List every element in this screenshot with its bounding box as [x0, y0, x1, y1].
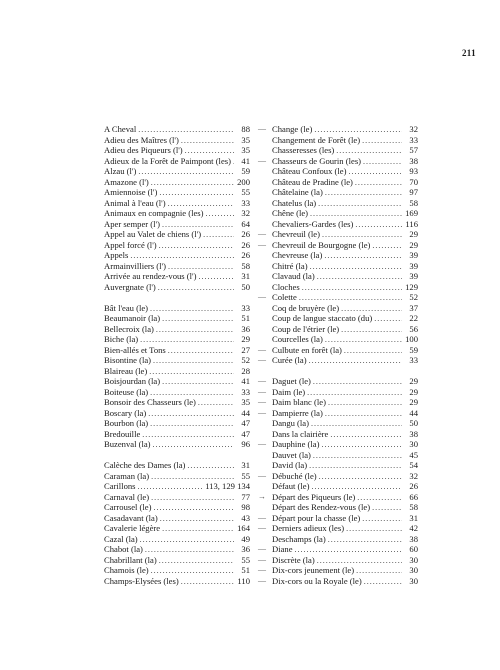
index-entry: [264, 418, 418, 429]
entry-page-number: 29: [409, 229, 418, 239]
index-entry: [104, 397, 250, 408]
entry-title: Carrousel (le): [104, 502, 152, 512]
index-entry: [104, 355, 250, 366]
entry-title: Boisjourdan (la): [104, 376, 161, 386]
index-entry: [104, 240, 250, 251]
index-entry: [104, 187, 250, 198]
entry-page-number: 98: [241, 502, 250, 512]
entry-title: Alzau (l'): [104, 166, 137, 176]
entry-page-number: 200: [237, 176, 250, 187]
index-entry: [104, 502, 250, 513]
entry-title: Bourbon (la): [104, 418, 149, 428]
entry-page-number: 28: [241, 365, 250, 376]
entry-title: Dauvet (la): [272, 449, 311, 460]
entry-page-number: 31: [241, 271, 250, 281]
entry-page-number: 44: [241, 407, 250, 418]
index-entry: [264, 219, 418, 230]
margin-mark: —: [258, 355, 266, 364]
entry-title: Calèche des Dames (la): [104, 460, 186, 470]
entry-title: Diane: [272, 544, 293, 554]
entry-title: A Cheval: [104, 124, 137, 134]
index-entry: [258, 512, 418, 524]
entry-title: Départ pour la chasse (le): [272, 512, 361, 523]
entry-page-number: 60: [409, 544, 418, 554]
entry-page-number: 88: [241, 124, 250, 134]
entry-title: Courcelles (la): [272, 334, 323, 344]
entry-title: Bien-allés et Tons: [104, 344, 166, 355]
index-entry: [104, 177, 250, 188]
index-entry: [104, 376, 250, 387]
entry-title: Arrivée au rendez-vous (l'): [104, 271, 197, 281]
page-number: 211: [462, 48, 476, 58]
entry-title: Dix-cors ou la Royale (le): [272, 575, 362, 586]
index-entry: [258, 229, 418, 240]
entry-page-number: 113, 129 134: [205, 481, 250, 491]
entry-title: Biche (la): [104, 334, 139, 344]
entry-title: Champs-Elysées (les): [104, 575, 179, 586]
index-entry: [104, 513, 250, 524]
margin-mark: —: [258, 124, 266, 133]
entry-title: Carnaval (le): [104, 491, 150, 502]
margin-mark: —: [258, 565, 266, 574]
entry-page-number: 30: [409, 565, 418, 575]
entry-title: Chêne (le): [272, 208, 309, 218]
entry-page-number: 41: [241, 155, 250, 166]
margin-mark: —: [258, 470, 266, 480]
entry-title: Daim (le): [272, 386, 306, 397]
entry-page-number: 96: [241, 439, 250, 449]
index-entry: [104, 166, 250, 177]
entry-title: Bonsoir des Chasseurs (le): [104, 397, 196, 407]
index-entry: [104, 439, 250, 450]
entry-page-number: 110: [237, 575, 250, 586]
entry-page-number: 50: [409, 418, 418, 428]
index-entry: [104, 229, 250, 240]
index-entry: [258, 124, 418, 135]
index-entry: [104, 492, 250, 503]
index-column-right: [258, 124, 418, 586]
entry-page-number: 58: [409, 197, 418, 208]
index-entry: [104, 387, 250, 398]
entry-title: Dauphine (la): [272, 439, 320, 449]
entry-page-number: 49: [241, 533, 250, 544]
index-entry: [258, 554, 418, 566]
index-entry: [104, 534, 250, 545]
entry-page-number: 22: [409, 313, 418, 323]
entry-page-number: 36: [241, 323, 250, 334]
entry-page-number: 55: [241, 470, 250, 481]
margin-mark: —: [258, 544, 266, 553]
entry-title: Dix-cors jeunement (le): [272, 565, 355, 575]
dot-leader: [364, 577, 402, 588]
index-entry: [104, 271, 250, 282]
entry-page-number: 42: [409, 523, 418, 533]
entry-page-number: 51: [241, 313, 250, 323]
index-entry: [104, 313, 250, 324]
index-entry: [104, 124, 250, 135]
index-entry: [258, 575, 418, 587]
entry-page-number: 26: [409, 481, 418, 491]
entry-page-number: 29: [409, 386, 418, 397]
entry-page-number: 29: [241, 334, 250, 344]
entry-page-number: 129: [405, 281, 418, 292]
index-entry: [264, 282, 418, 293]
index-entry: [264, 481, 418, 492]
entry-title: Appel forcé (l'): [104, 239, 157, 250]
entry-title: Changement de Forêt (le): [272, 134, 361, 145]
entry-page-number: 45: [409, 449, 418, 460]
index-entry: [258, 376, 418, 387]
index-entry: [264, 208, 418, 219]
entry-page-number: 30: [409, 554, 418, 565]
entry-page-number: 59: [241, 166, 250, 176]
entry-title: Bisontine (la): [104, 355, 152, 365]
index-entry: [258, 565, 418, 576]
entry-title: David (la): [272, 460, 308, 470]
index-entry: [264, 324, 418, 335]
entry-title: Cazal (la): [104, 533, 138, 544]
entry-page-number: 32: [241, 208, 250, 218]
margin-mark: →: [258, 491, 266, 501]
index-entry: [104, 471, 250, 482]
index-entry: [104, 324, 250, 335]
margin-mark: —: [258, 512, 266, 522]
entry-title: Dampierre (la): [272, 407, 323, 418]
index-entry: [104, 156, 250, 167]
margin-mark: —: [258, 397, 266, 406]
entry-title: Bredouille: [104, 428, 141, 439]
entry-page-number: 164: [237, 523, 250, 533]
margin-mark: —: [258, 523, 266, 532]
entry-page-number: 29: [409, 397, 418, 407]
entry-page-number: 52: [241, 355, 250, 365]
entry-title: Casadavant (la): [104, 512, 158, 523]
index-entry: [258, 544, 418, 555]
entry-page-number: 43: [241, 512, 250, 523]
index-entry: [104, 555, 250, 566]
index-entry: [104, 135, 250, 146]
entry-title: Dans la clairière: [272, 428, 329, 439]
index-entry: [264, 502, 418, 513]
entry-title: Auvergnate (l'): [104, 281, 156, 292]
entry-title: Défaut (le): [272, 481, 310, 491]
dot-leader: [181, 577, 234, 588]
index-entry: [104, 345, 250, 356]
index-column-left: [104, 124, 250, 586]
entry-title: Chamois (le): [104, 565, 149, 575]
entry-page-number: 54: [409, 460, 418, 470]
entry-title: Chasseurs de Gourin (les): [272, 155, 362, 166]
entry-title: Chabot (la): [104, 544, 143, 554]
index-entry: [264, 534, 418, 545]
entry-title: Départ des Rendez-vous (le): [272, 502, 371, 512]
entry-page-number: 39: [409, 250, 418, 260]
entry-title: Aper semper (l'): [104, 218, 160, 229]
entry-title: Colette: [272, 292, 297, 302]
entry-title: Coup de l'étrier (le): [272, 323, 340, 334]
entry-page-number: 38: [409, 428, 418, 439]
entry-title: Chevaliers-Gardes (les): [272, 218, 354, 229]
entry-title: Bellecroix (la): [104, 323, 154, 334]
entry-page-number: 33: [409, 134, 418, 145]
index-entry: [104, 429, 250, 440]
section-gap: [264, 366, 418, 377]
entry-title: Appels: [104, 250, 129, 260]
entry-title: Deschamps (la): [272, 533, 326, 544]
entry-page-number: 56: [409, 323, 418, 334]
index-entry: [264, 187, 418, 198]
margin-mark: —: [258, 407, 266, 417]
entry-page-number: 35: [241, 134, 250, 145]
index-entry: [258, 523, 418, 534]
entry-title: Boscary (la): [104, 407, 147, 418]
entry-title: Armainvilliers (l'): [104, 260, 166, 271]
index-entry: [258, 386, 418, 398]
entry-title: Cavalerie légère: [104, 523, 161, 533]
entry-page-number: 39: [409, 260, 418, 271]
entry-title: Discrète (la): [272, 554, 315, 565]
margin-mark: —: [258, 229, 266, 238]
index-entry: [258, 155, 418, 167]
entry-page-number: 51: [241, 565, 250, 575]
index-entry: [104, 145, 250, 156]
entry-page-number: 70: [409, 176, 418, 187]
index-entry: [258, 344, 418, 356]
index-entry: [258, 491, 418, 503]
entry-page-number: 26: [241, 239, 250, 250]
entry-page-number: 55: [241, 554, 250, 565]
index-entry: [264, 303, 418, 314]
entry-title: Chabrillant (la): [104, 554, 157, 565]
margin-mark: —: [258, 344, 266, 354]
entry-page-number: 59: [409, 344, 418, 355]
index-entry: [264, 166, 418, 177]
index-entry: [104, 303, 250, 314]
entry-title: Châtelaine (la): [272, 187, 323, 197]
entry-title: Daim blanc (le): [272, 397, 326, 407]
entry-page-number: 97: [409, 187, 418, 197]
index-entry: [258, 239, 418, 251]
entry-title: Départ des Piqueurs (le): [272, 491, 356, 502]
index-entry: [104, 261, 250, 272]
index-entry: [258, 470, 418, 482]
entry-title: Adieux de la Forêt de Paimpont (les): [104, 155, 231, 166]
margin-mark: —: [258, 575, 266, 585]
entry-title: Animaux en compagnie (les): [104, 208, 204, 218]
index-entry: [264, 271, 418, 282]
entry-page-number: 26: [241, 229, 250, 239]
entry-page-number: 100: [405, 334, 418, 344]
entry-page-number: 169: [405, 208, 418, 218]
entry-title: Change (le): [272, 124, 313, 134]
entry-page-number: 30: [409, 439, 418, 449]
entry-page-number: 37: [409, 302, 418, 313]
margin-mark: —: [258, 439, 266, 448]
entry-page-number: 57: [409, 145, 418, 155]
entry-title: Amiennoise (l'): [104, 187, 158, 197]
entry-page-number: 116: [405, 218, 418, 229]
index-entry: [104, 408, 250, 419]
margin-mark: —: [258, 155, 266, 165]
index-entry: [104, 481, 250, 492]
entry-title: Derniers adieux (les): [272, 523, 345, 533]
entry-title: Clavaud (la): [272, 271, 315, 281]
entry-page-number: 30: [409, 575, 418, 586]
entry-title: Chatelus (la): [272, 197, 317, 208]
index-entry: [264, 198, 418, 209]
entry-page-number: 27: [241, 344, 250, 355]
entry-title: Château de Pradine (le): [272, 176, 353, 187]
entry-title: Carillons: [104, 481, 136, 491]
index-entry: [104, 576, 250, 587]
index-entry: [264, 261, 418, 272]
entry-page-number: 39: [409, 271, 418, 281]
section-gap: [104, 292, 250, 303]
entry-title: Coup de langue staccato (du): [272, 313, 373, 323]
entry-title: Culbute en forêt (la): [272, 344, 342, 355]
entry-title: Caraman (la): [104, 470, 150, 481]
entry-title: Coq de bruyère (le): [272, 302, 340, 313]
entry-page-number: 36: [241, 544, 250, 554]
entry-page-number: 33: [409, 355, 418, 365]
entry-title: Boiteuse (la): [104, 386, 149, 397]
index-entry: [264, 460, 418, 471]
entry-page-number: 44: [409, 407, 418, 418]
index-entry: [258, 407, 418, 419]
index-entry: [104, 460, 250, 471]
entry-title: Dangu (la): [272, 418, 309, 428]
entry-title: Chasseresses (les): [272, 145, 335, 155]
index-entry: [264, 450, 418, 461]
section-gap: [104, 450, 250, 461]
entry-page-number: 31: [409, 512, 418, 523]
index-entry: [258, 439, 418, 450]
index-entry: [264, 334, 418, 345]
entry-page-number: 35: [241, 397, 250, 407]
entry-title: Appel au Valet de chiens (l'): [104, 229, 202, 239]
entry-title: Buzenval (la): [104, 439, 151, 449]
entry-page-number: 50: [241, 281, 250, 292]
entry-title: Chevreuil de Bourgogne (le): [272, 239, 371, 250]
index-entry: [264, 250, 418, 261]
entry-page-number: 29: [409, 376, 418, 386]
entry-page-number: 47: [241, 418, 250, 428]
margin-mark: —: [258, 239, 266, 249]
entry-page-number: 41: [241, 376, 250, 386]
entry-title: Curée (la): [272, 355, 307, 365]
entry-page-number: 93: [409, 166, 418, 176]
entry-title: Bât l'eau (le): [104, 302, 149, 313]
entry-title: Chevreuse (la): [272, 250, 323, 260]
entry-title: Amazone (l'): [104, 176, 149, 187]
index-entry: [258, 292, 418, 303]
entry-page-number: 47: [241, 428, 250, 439]
index-entry: [104, 282, 250, 293]
index-entry: [104, 565, 250, 576]
index-entry: [258, 355, 418, 366]
entry-title: Animal à l'eau (l'): [104, 197, 166, 208]
margin-mark: —: [258, 292, 266, 301]
index-entry: [264, 429, 418, 440]
entry-title: Blaireau (le): [104, 365, 148, 376]
entry-page-number: 29: [409, 239, 418, 250]
entry-title: Cloches: [272, 281, 300, 292]
entry-page-number: 64: [241, 218, 250, 229]
index-entry: [104, 544, 250, 555]
margin-mark: —: [258, 386, 266, 396]
index-entry: [104, 250, 250, 261]
entry-page-number: 38: [409, 155, 418, 166]
entry-page-number: 26: [241, 250, 250, 260]
margin-mark: —: [258, 554, 266, 564]
margin-mark: —: [258, 376, 266, 385]
entry-page-number: 32: [409, 470, 418, 481]
entry-title: Adieu des Piqueurs (l'): [104, 145, 183, 155]
entry-page-number: 77: [241, 491, 250, 502]
entry-title: Chitré (la): [272, 260, 308, 271]
entry-page-number: 66: [409, 491, 418, 502]
index-entry: [104, 523, 250, 534]
entry-page-number: 33: [241, 197, 250, 208]
entry-page-number: 31: [241, 460, 250, 470]
entry-title: Débuché (le): [272, 470, 317, 481]
index-entry: [264, 177, 418, 188]
index-entry: [104, 219, 250, 230]
index-entry: [104, 208, 250, 219]
index-entry: [104, 366, 250, 377]
index-entry: [264, 145, 418, 156]
index-entry: [104, 334, 250, 345]
index-entry: [264, 135, 418, 146]
entry-page-number: 52: [409, 292, 418, 302]
index-entry: [258, 397, 418, 408]
index-entry: [104, 198, 250, 209]
entry-title: Beaumanoir (la): [104, 313, 161, 323]
entry-title: Adieu des Maîtres (l'): [104, 134, 179, 145]
entry-page-number: 58: [241, 260, 250, 271]
entry-page-number: 32: [409, 124, 418, 134]
entry-page-number: 38: [409, 533, 418, 544]
entry-page-number: 33: [241, 302, 250, 313]
entry-page-number: 35: [241, 145, 250, 155]
entry-title: Chevreuil (le): [272, 229, 320, 239]
entry-page-number: 58: [409, 502, 418, 512]
entry-page-number: 33: [241, 386, 250, 397]
entry-title: Daguet (le): [272, 376, 311, 386]
index-entry: [264, 313, 418, 324]
entry-page-number: 55: [241, 187, 250, 197]
index-entry: [104, 418, 250, 429]
entry-title: Château Confoux (le): [272, 166, 347, 176]
